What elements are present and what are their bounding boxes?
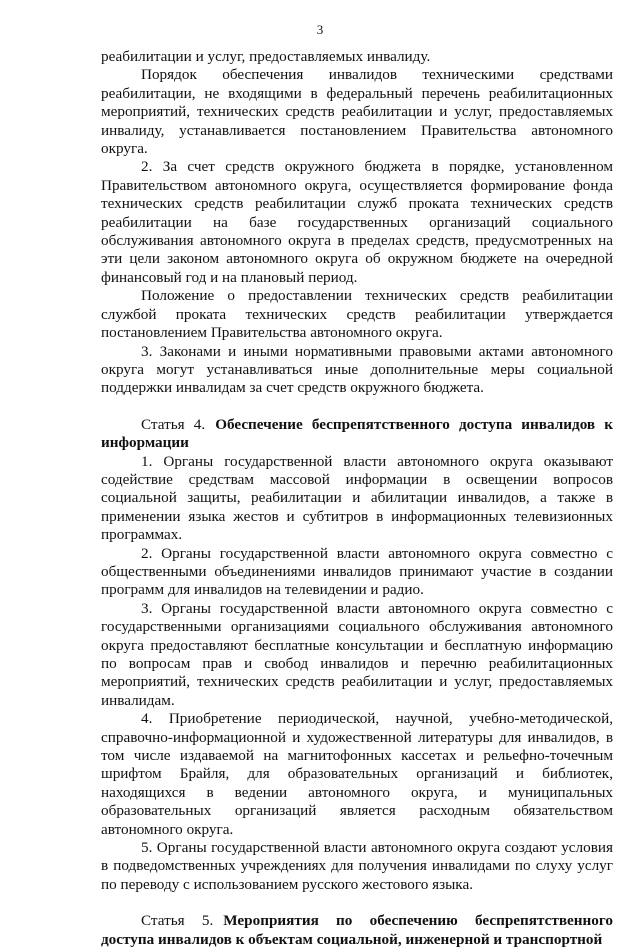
paragraph: 5. Органы государственной власти автономного округа создают условия в подведомственных учреждениях для получения инвалидами по слуху услуг по переводу с использованием русского жестового языка. bbox=[101, 839, 613, 893]
paragraph: 2. За счет средств окружного бюджета в порядке, установленном Правительством автономного округа, осуществляется формирование фонда технических средств реабилитации служб проката технических средств реабилитации на базе государственных организаций социального обслуживания автономного округа в пределах средств, предусмотренных на эти цели законом автономного округа об окружном бюджете на очередной финансовый год и на плановый период. bbox=[101, 158, 613, 286]
article-title: Обеспечение беспрепятственного доступа инвалидов к информации bbox=[101, 415, 613, 452]
paragraph: реабилитации и услуг, предоставляемых инвалиду. bbox=[101, 48, 431, 65]
paragraph: 1. Органы государственной власти автономного округа оказывают содействие средствам массовой информации в освещении вопросов социальной защиты, реабилитации и абилитации инвалидов, а также в применении языка жестов и субтитров в информационных телевизионных программах. bbox=[101, 452, 613, 544]
paragraph: 3. Органы государственной власти автономного округа совместно с государственными организациями социального обслуживания автономного округа предоставляют бесплатные консультации и бесплатную информацию по вопросам прав и свобод инвалидов и перечню реабилитационных мероприятий, технических средств реабилитации и услуг, предоставляемых инвалидам. bbox=[101, 599, 613, 709]
article-label: Статья 5. bbox=[141, 912, 214, 930]
article-label: Статья 4. bbox=[141, 415, 206, 433]
paragraph: Положение о предоставлении технических средств реабилитации службой проката технических средств реабилитации утверждается постановлением Правительства автономного округа. bbox=[101, 287, 613, 342]
paragraph: 3. Законами и иными нормативными правовыми актами автономного округа могут устанавливаться иные дополнительные меры социальной поддержки инвалидам за счет средств окружного бюджета. bbox=[101, 342, 613, 397]
page-number: 3 bbox=[316, 22, 324, 37]
paragraph: Порядок обеспечения инвалидов техническими средствами реабилитации, не входящими в федеральный перечень реабилитационных мероприятий, технических средств реабилитации и услуг, предоставляемых инвалиду, устанавливается постановлением Правительства автономного округа. bbox=[101, 66, 613, 158]
article-title: Мероприятия по обеспечению беспрепятственного доступа инвалидов к объектам социальной, инженерной и транспортной bbox=[101, 912, 613, 948]
article-4-heading bbox=[101, 416, 613, 453]
section-spacer bbox=[101, 894, 613, 912]
section-spacer bbox=[101, 398, 613, 416]
paragraph: 4. Приобретение периодической, научной, учебно-методической, справочно-информационной и художественной литературы для инвалидов, в том числе издаваемой на магнитофонных кассетах и рельефно-точечным шрифтом Брайля, для образовательных организаций и библиотек, находящихся в ведении автономного округа, и муниципальных образовательных организаций является расходным обязательством автономного округа. bbox=[101, 710, 613, 838]
document-body bbox=[101, 48, 613, 949]
paragraph: 2. Органы государственной власти автономного округа совместно с общественными объединениями инвалидов принимают участие в создании программ для инвалидов на телевидении и радио. bbox=[101, 544, 613, 599]
article-5-heading bbox=[101, 912, 613, 949]
